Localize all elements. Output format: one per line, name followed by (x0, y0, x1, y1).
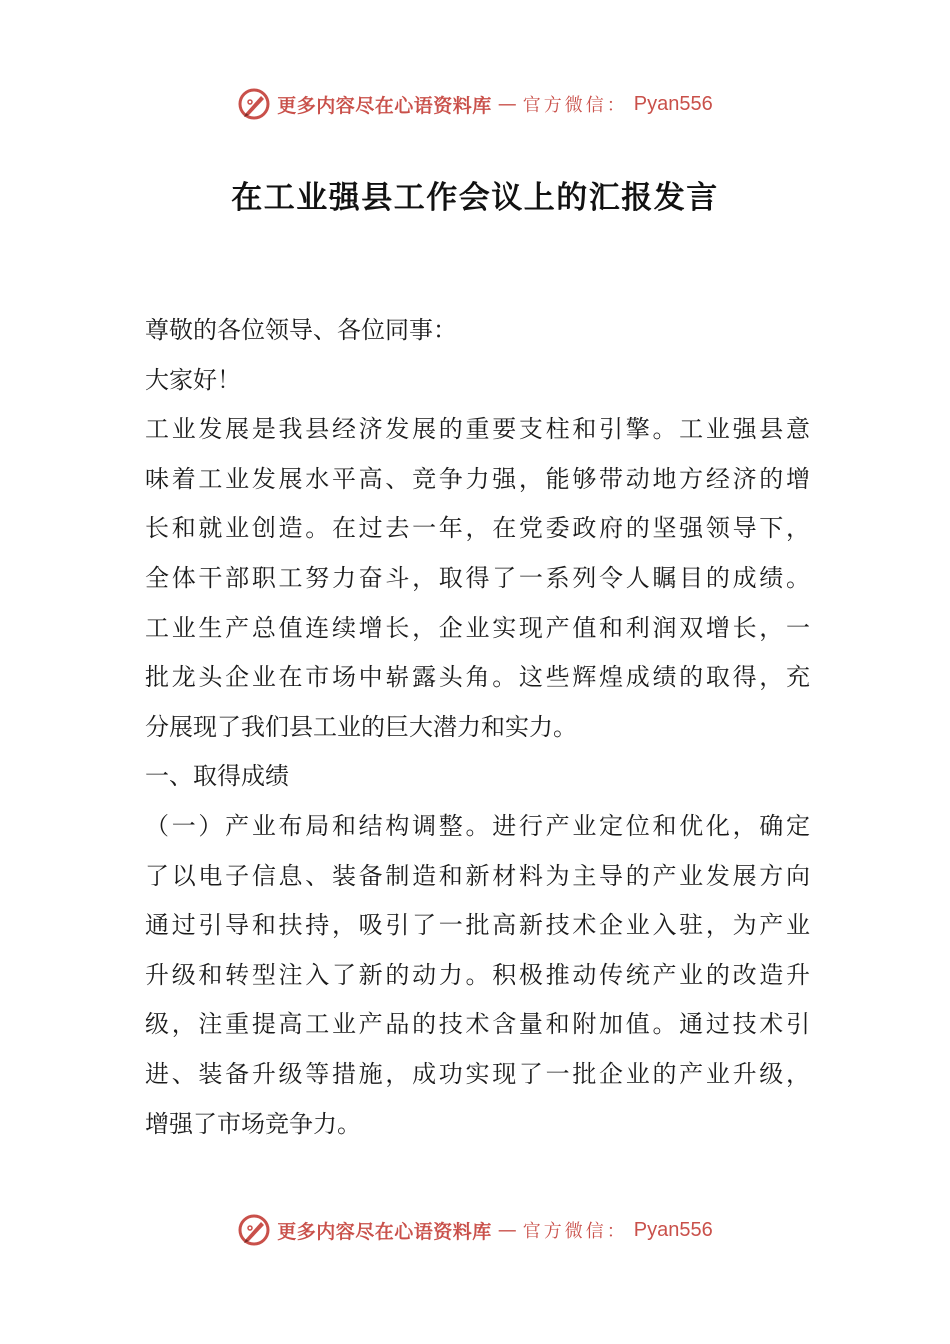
body-line: 工业发展是我县经济发展的重要支柱和引擎。工业强县意 (145, 415, 810, 444)
banner-site-text: 更多内容尽在心语资料库 (277, 1220, 492, 1243)
banner-site-text: 更多内容尽在心语资料库 (277, 94, 492, 117)
body-line: 进、装备升级等措施，成功实现了一批企业的产业升级， (145, 1059, 810, 1088)
banner-wechat-label: 官方微信： (522, 95, 628, 116)
body-line: 长和就业创造。在过去一年，在党委政府的坚强领导下， (145, 514, 810, 543)
banner-dash: — (497, 93, 517, 115)
document-title: 在工业强县工作会议上的汇报发言 (231, 180, 719, 216)
body-line: （一）产业布局和结构调整。进行产业定位和优化，确定 (145, 811, 810, 840)
body-line: 级，注重提高工业产品的技术含量和附加值。通过技术引 (145, 1010, 810, 1039)
body-line: 分展现了我们县工业的巨大潜力和实力。 (145, 712, 577, 741)
pen-circle-logo-icon (237, 1213, 271, 1247)
body-line: 升级和转型注入了新的动力。积极推动传统产业的改造升 (145, 960, 810, 989)
banner-dash: — (497, 1219, 517, 1241)
body-line: 全体干部职工努力奋斗，取得了一系列令人瞩目的成绩。 (145, 563, 810, 592)
banner-wechat-id: Pyan556 (633, 92, 713, 115)
salutation: 尊敬的各位领导、各位同事： (145, 316, 457, 344)
document-body (145, 306, 810, 1149)
body-line: 批龙头企业在市场中崭露头角。这些辉煌成绩的取得，充 (145, 663, 810, 692)
header-banner (0, 82, 950, 126)
banner-wechat-label: 官方微信： (522, 1221, 628, 1242)
body-line: 工业生产总值连续增长，企业实现产值和利润双增长，一 (145, 613, 810, 642)
pen-circle-logo-icon (237, 87, 271, 121)
body-line: 了以电子信息、装备制造和新材料为主导的产业发展方向 (145, 861, 810, 890)
body-line: 通过引导和扶持，吸引了一批高新技术企业入驻，为产业 (145, 911, 810, 940)
body-line: 味着工业发展水平高、竞争力强，能够带动地方经济的增 (145, 464, 810, 493)
banner-wechat-id: Pyan556 (633, 1218, 713, 1241)
body-line: 增强了市场竞争力。 (145, 1109, 361, 1138)
greeting: 大家好！ (145, 365, 241, 394)
footer-banner (0, 1208, 950, 1252)
section-heading: 一、取得成绩 (145, 762, 289, 791)
